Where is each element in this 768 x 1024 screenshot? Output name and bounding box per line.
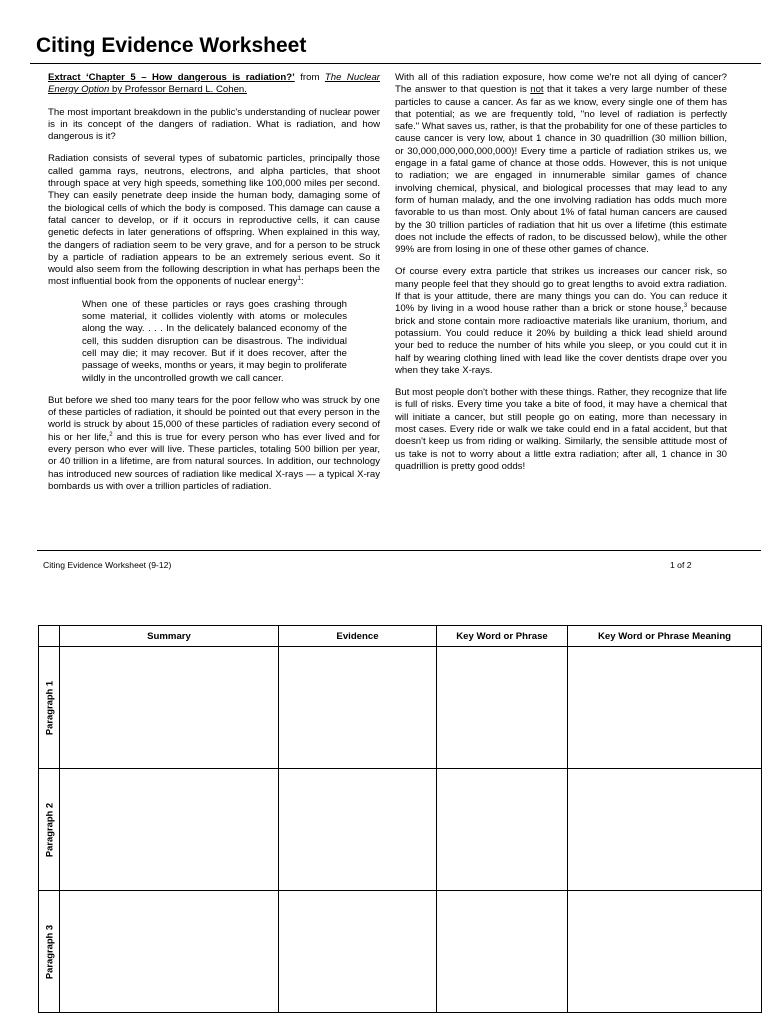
- table-row: [39, 769, 762, 891]
- key-word-meaning-cell[interactable]: [568, 647, 762, 769]
- header-evidence: Evidence: [279, 626, 437, 647]
- right-paragraph-1: With all of this radiation exposure, how come we're not all dying of cancer? The answer to that question is not that it takes a very large number of these particles to cause a cancer. As far as we know, every single one of them has that potential; as we are frequently told, "no level of radiation is perfectly safe." What saves us, rather, is that the probability for one of these particles to cause cancer is very low, about 1 chance in 30 quadrillion (30 million billion, or 30,000,000,000,000,000)! Every time a particle of radiation strikes us, we engage in a fatal game of chance at those odds. However, this is not unique to radiation; we are engaged in innumerable similar games of chance involving chemical, physical, and biological processes that may lead to any form of human malady, and the one involving radiation has odds much more favorable to us than most. Only about 1% of fatal human cancers are caused by the 30 trillion particles of radiation that hit us over a lifetime (this estimate does not include the effects of radon, to be discussed below), while the other 99% are from losing in one of these other games of chance.: [395, 72, 727, 256]
- key-word-meaning-cell[interactable]: [568, 769, 762, 891]
- table-header-row: [39, 626, 762, 647]
- block-quote: When one of these particles or rays goes crashing through some material, it collides violently with atoms or molecules along the way. . . . In the delicately balanced economy of the cell, this sudden disruption can be disastrous. The individual cell may die; it may recover. But if it does recover, after the passage of weeks, months or years, it may begin to proliferate wildly in the uncontrolled growth we call cancer.: [82, 298, 347, 384]
- extract-label: Extract ‘Chapter 5 – How dangerous is radiation?’: [48, 72, 295, 83]
- row-label: Paragraph 2: [39, 769, 60, 891]
- evidence-table: [38, 625, 762, 1013]
- right-paragraph-3: But most people don't bother with these things. Rather, they recognize that life is full of risks. Every time you take a bite of food, it may have a chemical that will initiate a cancer, but still people go on eating, more than necessary in most cases. Every ride or walk we take could end in a fatal accident, but that doesn't keep us from riding or walking. Similarly, the sensible attitude most of us take is not to worry about a little extra radiation; after all, 1 chance in 30 quadrillion is pretty good odds!: [395, 387, 727, 472]
- footnote-ref-3: 3: [683, 303, 688, 310]
- footnote-ref-2: 2: [109, 431, 113, 438]
- emphasis-not: not: [530, 84, 544, 96]
- author-text: by Professor Bernard L. Cohen.: [109, 84, 247, 96]
- page-number: 1 of 2: [670, 560, 692, 570]
- left-column: [48, 72, 380, 503]
- header-key-word: Key Word or Phrase: [437, 626, 568, 647]
- evidence-cell[interactable]: [279, 891, 437, 1013]
- key-word-cell[interactable]: [437, 647, 568, 769]
- left-paragraph-3: But before we shed too many tears for the poor fellow who was struck by one of these particles of radiation, it should be pointed out that every person in the world is struck by about 15,000 of these particles of radiation every second of his or her life,$^2$ and this is true for every person who has ever lived and for every person who ever will live. These particles, totaling 500 billion per year, or 40 trillion in a lifetime, are from natural sources. In addition, our technology has introduced new sources of radiation like medical X-rays — a typical X-ray bombards us with over a trillion particles of radiation.: [48, 394, 380, 492]
- corner-cell: [39, 626, 60, 647]
- footer-rule: [37, 550, 761, 551]
- left-paragraph-2: Radiation consists of several types of subatomic particles, principally those called gamma rays, neutrons, electrons, and alpha particles, that shoot through space at very high speeds, something like 100,000 miles per second. They can easily penetrate deep inside the human body, damaging some of the biological cells of which the body is composed. This damage can cause a fatal cancer to develop, or if it occurs in reproductive cells, it can cause genetic defects in later generations of offspring. When explained in this way, the dangers of radiation seem to be very grave, and for a person to be struck by a particle of radiation appears to be an extremely serious event. So it would also seem from the following description in what has perhaps been the most influential book from the opponents of nuclear energy$^1$:: [48, 153, 380, 288]
- source-citation: [48, 72, 380, 97]
- evidence-cell[interactable]: [279, 647, 437, 769]
- right-column: [395, 72, 727, 483]
- footnote-ref-1: 1: [297, 276, 301, 283]
- book-title: The Nuclear Energy Option: [48, 72, 380, 96]
- key-word-cell[interactable]: [437, 769, 568, 891]
- header-summary: Summary: [60, 626, 279, 647]
- footer-doc-name: Citing Evidence Worksheet (9-12): [43, 560, 172, 570]
- evidence-cell[interactable]: [279, 769, 437, 891]
- header-key-word-meaning: Key Word or Phrase Meaning: [568, 626, 762, 647]
- page-title: Citing Evidence Worksheet: [36, 34, 307, 57]
- summary-cell[interactable]: [60, 891, 279, 1013]
- table-row: [39, 891, 762, 1013]
- left-paragraph-1: The most important breakdown in the public's understanding of nuclear power is in its concept of the dangers of radiation. What is radiation, and how dangerous is it?: [48, 106, 380, 143]
- row-label: Paragraph 3: [39, 891, 60, 1013]
- title-rule: [30, 63, 761, 64]
- summary-cell[interactable]: [60, 769, 279, 891]
- from-word: from: [294, 72, 325, 83]
- key-word-cell[interactable]: [437, 891, 568, 1013]
- summary-cell[interactable]: [60, 647, 279, 769]
- right-paragraph-2: Of course every extra particle that strikes us increases our cancer risk, so many people feel that they should go to great lengths to avoid extra radiation. If that is your attitude, there are many things you can do. You can reduce it 10% by living in a wood house rather than a brick or stone house,$^3$ because brick and stone contain more radioactive materials like uranium, thorium, and potassium. You could reduce it 20% by building a thick lead shield around your bed to reduce the number of hits while you sleep, or you could cut it in half by wearing clothing lined with lead like the cover dentists drape over you when they take X-rays.: [395, 266, 728, 376]
- table-row: [39, 647, 762, 769]
- row-label: Paragraph 1: [39, 647, 60, 769]
- key-word-meaning-cell[interactable]: [568, 891, 762, 1013]
